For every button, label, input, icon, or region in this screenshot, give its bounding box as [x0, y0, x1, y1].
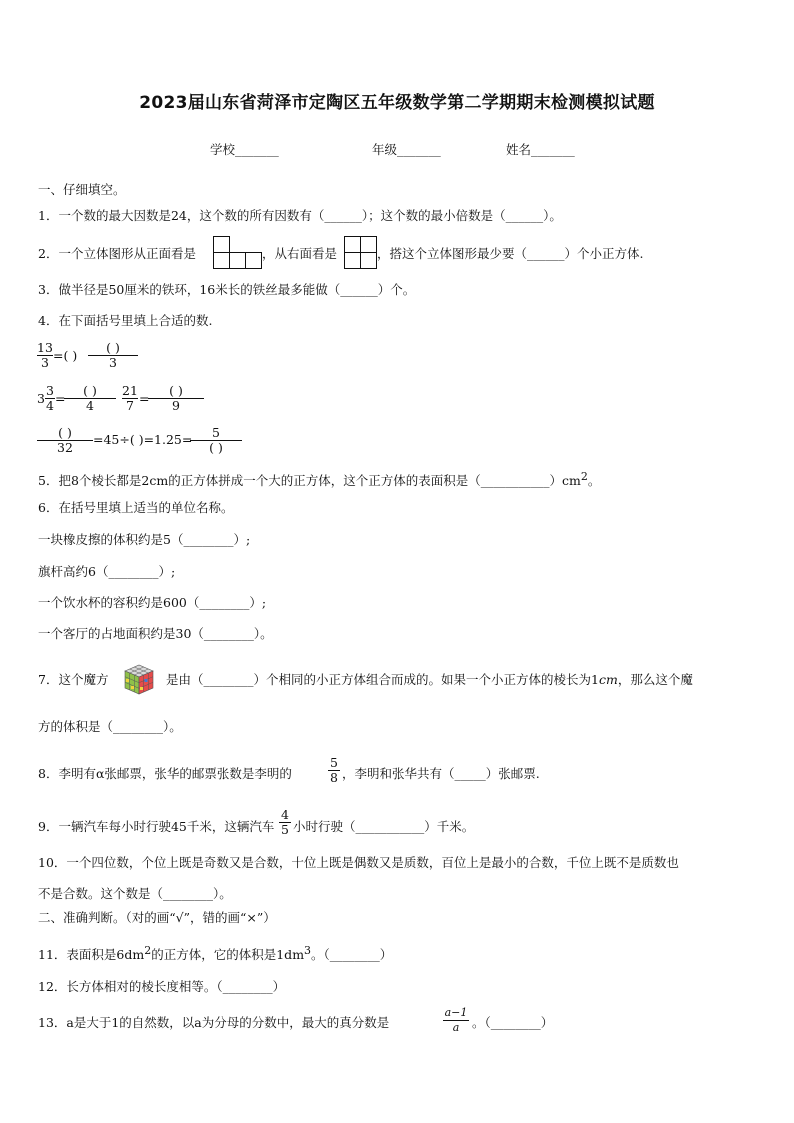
name-field: 姓名_______: [506, 142, 575, 157]
question-6-a: 一块橡皮擦的体积约是5（________）;: [38, 532, 251, 547]
row2-blank-fraction-2[interactable]: ( ) 9: [148, 384, 204, 413]
row3-equation: =45÷( )=1.25=: [93, 432, 193, 447]
row3-blank-fraction[interactable]: ( ) 32: [37, 426, 93, 455]
school-field: 学校_______: [210, 142, 279, 157]
question-4-intro: 4．在下面括号里填上合适的数.: [38, 313, 213, 328]
fraction-3-4: $\frac{3}{4}$: [46, 383, 54, 413]
question-6-intro: 6．在括号里填上适当的单位名称。: [38, 500, 234, 515]
front-view-figure: [213, 236, 261, 268]
question-3: 3．做半径是50厘米的铁环，16米长的铁丝最多能做（______）个。: [38, 282, 416, 297]
right-view-figure: [344, 236, 376, 268]
page-title: 2023届山东省菏泽市定陶区五年级数学第二学期期末检测模拟试题: [139, 93, 655, 113]
question-13-part-a: 13．a是大于1的自然数，以a为分母的分数中，最大的真分数是: [38, 1015, 390, 1030]
question-7-part-a: 7．这个魔方: [38, 672, 109, 687]
question-7-part-b: 是由（________）个相同的小正方体组合而成的。如果一个小正方体的棱长为1cm，那么这个魔: [166, 672, 693, 687]
row1-equals: =( ): [53, 348, 78, 363]
row2-equals: =: [55, 391, 66, 406]
school-blank[interactable]: _______: [235, 142, 279, 157]
question-6-c: 一个饮水杯的容积约是600（________）;: [38, 595, 267, 610]
grade-blank[interactable]: _______: [397, 142, 441, 157]
question-8-part-b: ，李明和张华共有（_____）张邮票.: [342, 766, 540, 781]
question-12: 12．长方体相对的棱长度相等。（________）: [38, 979, 286, 994]
question-5: 5．把8个棱长都是2cm的正方体拼成一个大的正方体，这个正方体的表面积是$(\_\_\_\_\_\_\_\_\_\_\_)cm^2$。: [38, 470, 601, 489]
row2-whole: 3: [37, 391, 45, 406]
fraction-13-3: $\frac{13}{3}$: [37, 340, 53, 370]
question-11: 11．表面积是$6dm^2$的正方体，它的体积是$1dm^3$。（________）: [38, 944, 393, 963]
row2-blank-fraction[interactable]: ( ) 4: [64, 384, 116, 413]
row1-blank-fraction[interactable]: ( ) 3: [88, 341, 138, 370]
question-6-b: 旗杆高约6（________）;: [38, 564, 176, 579]
fraction-4-5: $\frac{4}{5}$: [279, 808, 291, 837]
question-2-part-b: ，从右面看是: [262, 246, 338, 261]
section-1-heading: 一、仔细填空。: [38, 182, 126, 197]
fraction-21-7: $\frac{21}{7}$: [122, 383, 138, 413]
question-6-d: 一个客厅的占地面积约是30（________）。: [38, 626, 273, 641]
question-1: 1．一个数的最大因数是24，这个数的所有因数有（______）；这个数的最小倍数是（______）。: [38, 208, 562, 223]
section-2-heading: 二、准确判断。（对的画“√”，错的画“×”）: [38, 910, 276, 925]
fraction-5-8: $\frac{5}{8}$: [328, 756, 340, 785]
question-8-part-a: 8．李明有α张邮票，张华的邮票张数是李明的: [38, 766, 292, 781]
grade-field: 年级_______: [372, 142, 441, 157]
question-10-line-1: 10．一个四位数，个位上既是奇数又是合数，十位上既是偶数又是质数，百位上是最小的合数，千位上既不是质数也: [38, 855, 679, 870]
question-9-part-b: 小时行驶（___________）千米。: [293, 819, 475, 834]
question-2-part-c: ，搭这个立体图形最少要（______）个小正方体.: [377, 246, 644, 261]
rubiks-cube-icon: [122, 662, 156, 696]
question-9-part-a: 9．一辆汽车每小时行驶45千米，这辆汽车: [38, 819, 275, 834]
row2-equals-2: =: [139, 391, 150, 406]
question-7-part-d: 方的体积是（________）。: [38, 719, 182, 734]
question-13-part-b: 。（________）: [472, 1015, 554, 1030]
row3-fraction-5[interactable]: 5 ( ): [190, 426, 242, 455]
fraction-a-minus-1-over-a: $\frac{a-1}{a}$: [444, 1006, 468, 1034]
question-10-line-2: 不是合数。这个数是（________）。: [38, 886, 232, 901]
question-2-part-a: 2．一个立体图形从正面看是: [38, 246, 196, 261]
name-blank[interactable]: _______: [531, 142, 575, 157]
